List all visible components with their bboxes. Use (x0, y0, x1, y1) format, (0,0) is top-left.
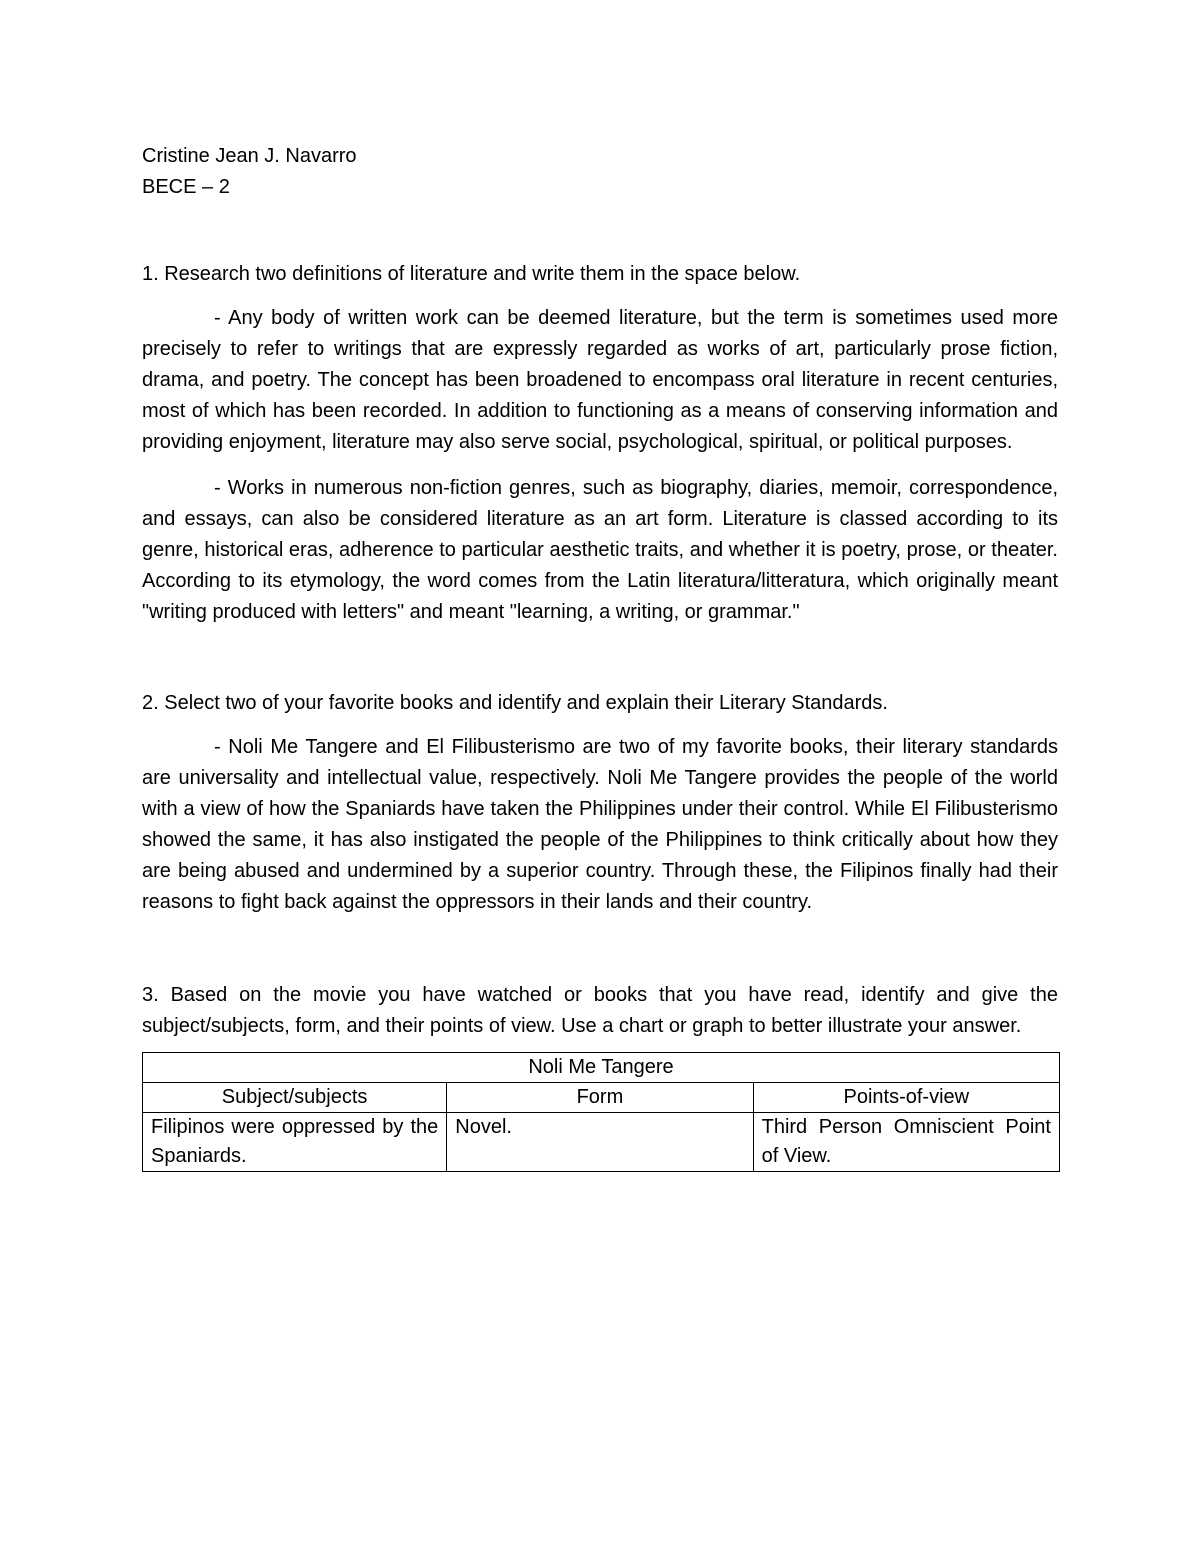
question-2: 2. Select two of your favorite books and identify and explain their Literary Standards. (142, 692, 888, 714)
cell-form: Novel. (447, 1113, 753, 1172)
header-points-of-view: Points-of-view (753, 1083, 1059, 1113)
student-name: Cristine Jean J. Navarro (142, 145, 357, 167)
table-header-row (143, 1083, 1060, 1113)
question-1: 1. Research two definitions of literature and write them in the space below. (142, 263, 801, 285)
cell-subject: Filipinos were oppressed by the Spaniards. (143, 1113, 447, 1172)
header-form: Form (447, 1083, 753, 1113)
literary-analysis-table (142, 1052, 1060, 1172)
header-subject: Subject/subjects (143, 1083, 447, 1113)
question-3: 3. Based on the movie you have watched or books that you have read, identify and give the subject/subjects, form, and their points of view. Use a chart or graph to better illustrate your answer. (142, 984, 1058, 1037)
answer-2: - Noli Me Tangere and El Filibusterismo are two of my favorite books, their literary standards are universality and intellectual value, respectively. Noli Me Tangere provides the people of the world with a view of how the Spaniards have taken the Philippines under their control. While El Filibusterismo showed the same, it has also instigated the people of the Philippines to think critically about how they are being abused and undermined by a superior country. Through these, the Filipinos finally had their reasons to fight back against the oppressors in their lands and their country. (142, 736, 1058, 913)
answer-1-definition-1: - Any body of written work can be deemed literature, but the term is sometimes used more precisely to refer to writings that are expressly regarded as works of art, particularly prose fiction, drama, and poetry. The concept has been broadened to encompass oral literature in recent centuries, most of which has been recorded. In addition to functioning as a means of conserving information and providing enjoyment, literature may also serve social, psychological, spiritual, or political purposes. (142, 307, 1058, 453)
student-section: BECE – 2 (142, 176, 230, 198)
table-row (143, 1113, 1060, 1172)
cell-points-of-view: Third Person Omniscient Point of View. (753, 1113, 1059, 1172)
answer-1-definition-2: - Works in numerous non-fiction genres, such as biography, diaries, memoir, correspondence, and essays, can also be considered literature as an art form. Literature is classed according to its genre, historical eras, adherence to particular aesthetic traits, and whether it is poetry, prose, or theater. According to its etymology, the word comes from the Latin literatura/litteratura, which originally meant "writing produced with letters" and meant "learning, a writing, or grammar." (142, 477, 1058, 623)
document-page (142, 141, 1058, 1172)
table-title: Noli Me Tangere (143, 1053, 1060, 1083)
